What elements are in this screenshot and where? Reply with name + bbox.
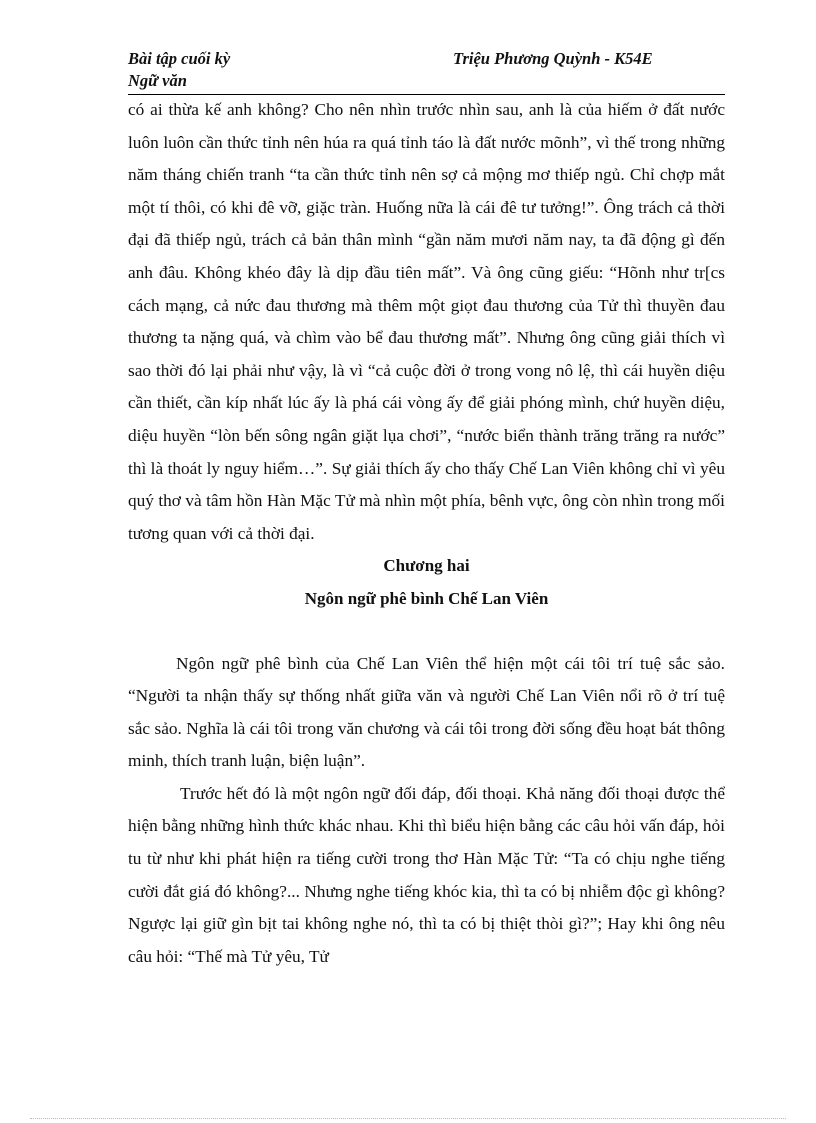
page-bottom-divider (30, 1118, 786, 1119)
spacer (128, 616, 725, 648)
paragraph: Trước hết đó là một ngôn ngữ đối đáp, đối thoại. Khả năng đối thoại được thể hiện bằng những hình thức khác nhau. Khi thì biểu hiện bằng các câu hỏi vấn đáp, hỏi tu từ như khi phát hiện ra tiếng cười trong thơ Hàn Mặc Tử: “Ta có chịu nghe tiếng cười đắt giá đó không?... Nhưng nghe tiếng khóc kia, thì ta có bị nhiễm độc gì không? Ngược lại giữ gìn bịt tai không nghe nó, thì ta có bị thiệt thòi gì?”; Hay khi ông nêu câu hỏi: “Thế mà Tử yêu, Tử (128, 783, 725, 966)
header-course: Bài tập cuối kỳ (128, 49, 231, 68)
document-body (128, 94, 725, 973)
chapter-title: Ngôn ngữ phê bình Chế Lan Viên (304, 588, 549, 608)
chapter-heading: Chương hai (383, 556, 470, 576)
paragraph: Ngôn ngữ phê bình của Chế Lan Viên thể hiện một cái tôi trí tuệ sắc sảo. “Người ta nhận thấy sự thống nhất giữa văn và người Chế Lan Viên nổi rõ ở trí tuệ sắc sảo. Nghĩa là cái tôi trong văn chương và cái tôi trong đời sống đều hoạt bát thông minh, thích tranh luận, biện luận”. (128, 653, 725, 771)
page-header (128, 49, 725, 95)
header-author: Triệu Phương Quỳnh - K54E (453, 49, 653, 68)
paragraph-continued: có ai thừa kế anh không? Cho nên nhìn trước nhìn sau, anh là của hiếm ở đất nước luôn luôn cần thức tỉnh nên húa ra quá tỉnh táo là đất nước mõnh”, vì thế trong những năm tháng chiến tranh “ta cần thức tỉnh nên sợ cả mộng mơ thiếp ngủ. Chỉ chợp mắt một tí thôi, có khi đê vỡ, giặc tràn. Huống nữa là cái đê tư tưởng!”. Ông trách cả thời đại đã thiếp ngủ, trách cả bản thân mình “gần năm mươi năm nay, ta đã động gì đến anh đâu. Không khéo đây là dịp đầu tiên mất”. Và ông cũng giếu: “Hõnh như tr[cs cách mạng, cả nức đau thương mà thêm một giọt đau thương của Tử thì thuyền đau thương ta nặng quá, và chìm vào bể đau thương mất”. Nhưng ông cũng giải thích vì sao thời đó lại phải như vậy, là vì “cả cuộc đời ở trong vong nô lệ, thì cái huyền diệu cần thiết, cần kíp nhất lúc ấy là phá cái vòng ấy để giải phóng mình, chứ huyền diệu, diệu huyền “lòn bến sông ngân giặt lụa chơi”, “nước biển thành trăng trăng ra nước” thì là thoát ly nguy hiểm…”. Sự giải thích ấy cho thấy Chế Lan Viên không chỉ vì yêu quý thơ và tâm hồn Hàn Mặc Tử mà nhìn một phía, bênh vực, ông còn nhìn trong mối tương quan với cả thời đại. (128, 100, 725, 543)
header-subject: Ngữ văn (128, 71, 187, 90)
